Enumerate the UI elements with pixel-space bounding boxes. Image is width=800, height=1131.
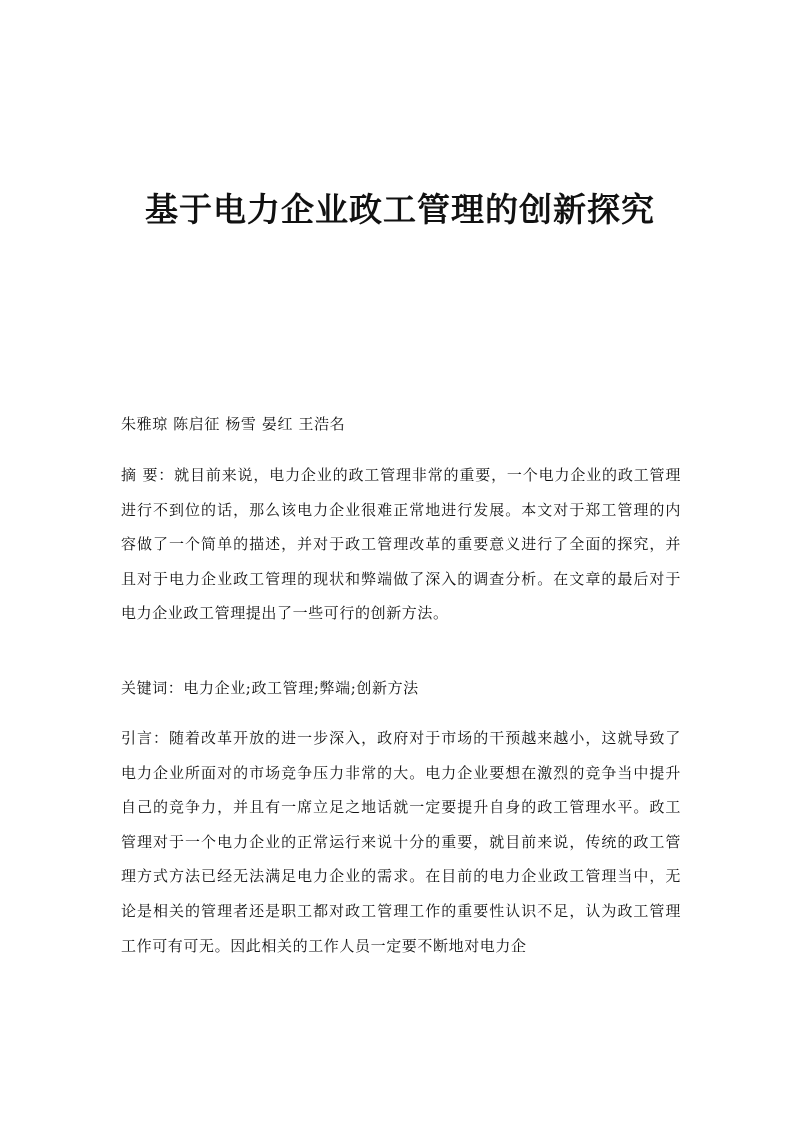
abstract-paragraph: 摘 要：就目前来说，电力企业的政工管理非常的重要，一个电力企业的政工管理进行不到位的话，那么该电力企业很难正常地进行发展。本文对于郑工管理的内容做了一个简单的描述，并对于政工管理改革的重要意义进行了全面的探究，并且对于电力企业政工管理的现状和弊端做了深入的调查分析。在文章的最后对于电力企业政工管理提出了一些可行的创新方法。 — [121, 466, 681, 623]
keywords-line: 关键词：电力企业;政工管理;弊端;创新方法 — [121, 679, 419, 697]
introduction-paragraph: 引言：随着改革开放的进一步深入，政府对于市场的干预越来越小，这就导致了电力企业所面对的市场竞争压力非常的大。电力企业要想在激烈的竞争当中提升自己的竞争力，并且有一席立足之地话就一定要提升自身的政工管理水平。政工管理对于一个电力企业的正常运行来说十分的重要，就目前来说，传统的政工管理方式方法已经无法满足电力企业的需求。在目前的电力企业政工管理当中，无论是相关的管理者还是职工都对政工管理工作的重要性认识不足，认为政工管理工作可有可无。因此相关的工作人员一定要不断地对电力企 — [121, 729, 681, 955]
page-title: 基于电力企业政工管理的创新探究 — [145, 190, 655, 229]
author-list: 朱雅琼 陈启征 杨雪 晏红 王浩名 — [121, 415, 346, 433]
